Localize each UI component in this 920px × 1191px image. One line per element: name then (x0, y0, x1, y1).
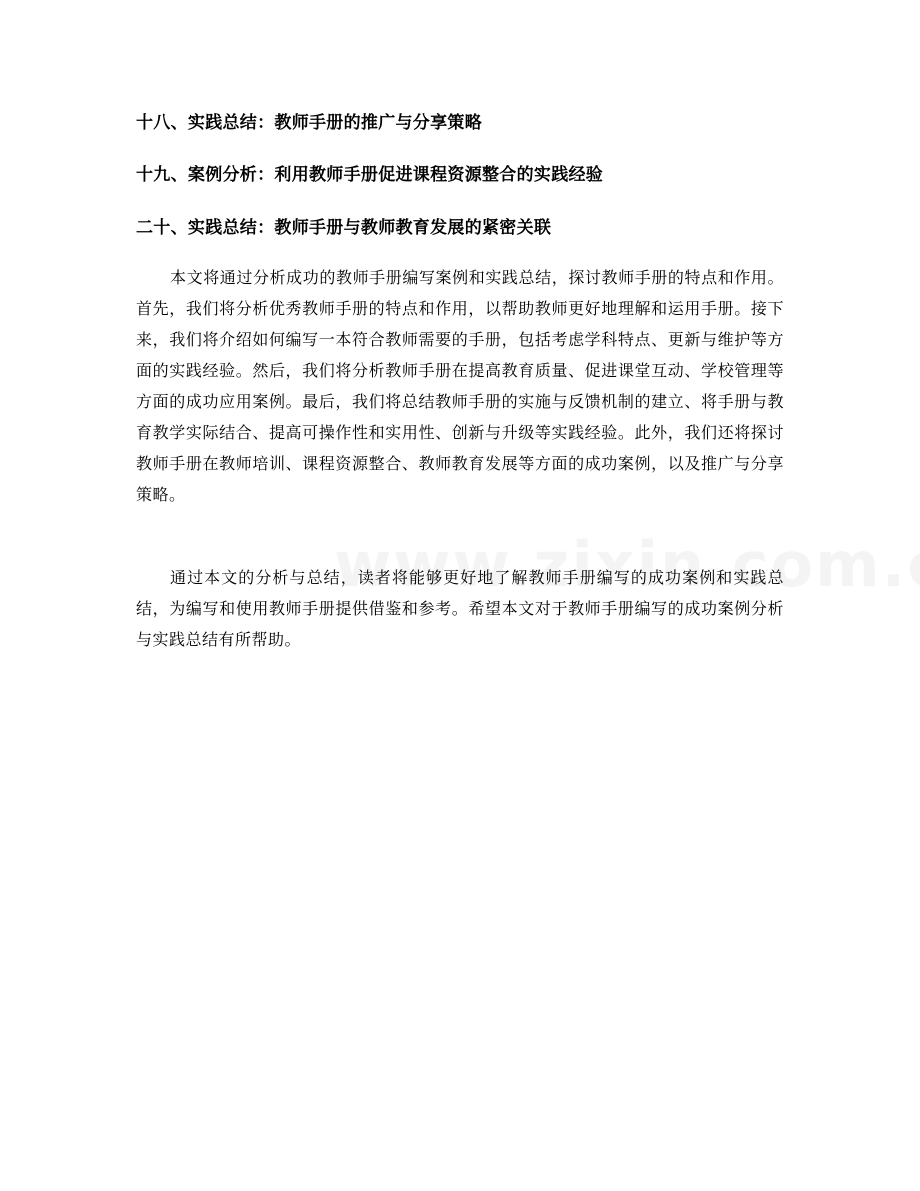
section-heading-18: 十八、实践总结：教师手册的推广与分享策略 (136, 113, 482, 133)
section-heading-19: 十九、案例分析：利用教师手册促进课程资源整合的实践经验 (136, 165, 604, 185)
section-heading-20: 二十、实践总结：教师手册与教师教育发展的紧密关联 (136, 218, 552, 238)
body-paragraph-conclusion: 通过本文的分析与总结，读者将能够更好地了解教师手册编写的成功案例和实践总结，为编写和使用教师手册提供借鉴和参考。希望本文对于教师手册编写的成功案例分析与实践总结有所帮助。 (136, 568, 784, 649)
body-paragraph-intro: 本文将通过分析成功的教师手册编写案例和实践总结，探讨教师手册的特点和作用。首先，我们将分析优秀教师手册的特点和作用，以帮助教师更好地理解和运用手册。接下来，我们将介绍如何编写一本符合教师需要的手册，包括考虑学科特点、更新与维护等方面的实践经验。然后，我们将分析教师手册在提高教育质量、促进课堂互动、学校管理等方面的成功应用案例。最后，我们将总结教师手册的实施与反馈机制的建立、将手册与教育教学实际结合、提高可操作性和实用性、创新与升级等实践经验。此外，我们还将探讨教师手册在教师培训、课程资源整合、教师教育发展等方面的成功案例，以及推广与分享策略。 (136, 268, 784, 504)
